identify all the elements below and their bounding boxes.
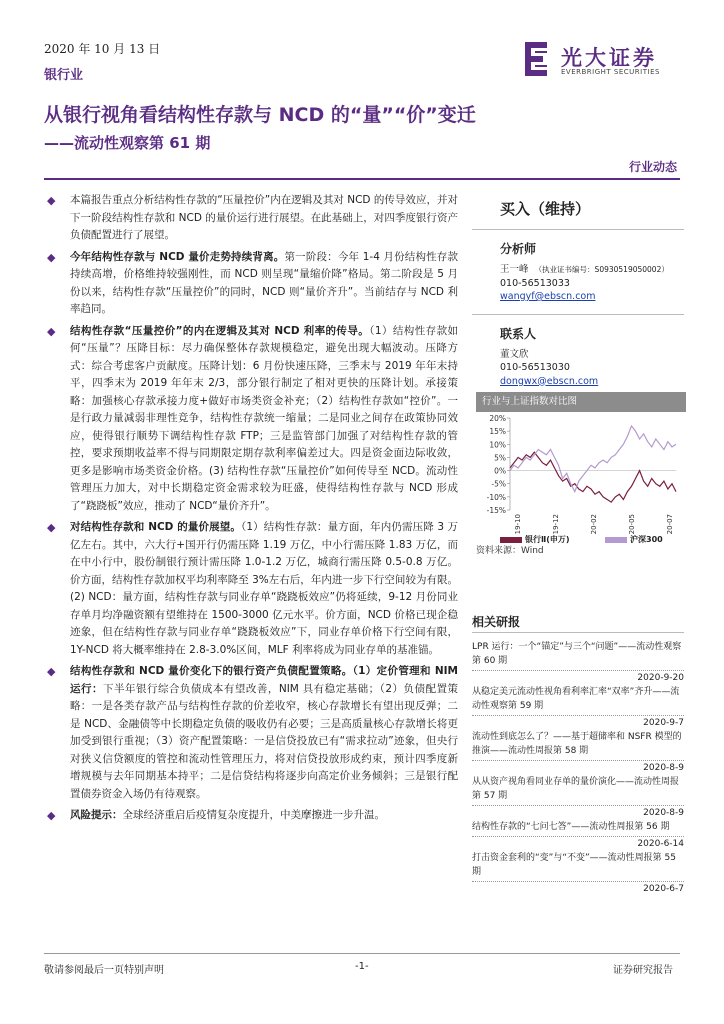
summary-bullet xyxy=(44,807,458,825)
related-title[interactable]: 从稳定美元流动性视角看利率汇率“双率”齐升——流动性观察第 59 期 xyxy=(472,687,680,711)
analyst-email-link[interactable]: wangyf@ebscn.com xyxy=(500,291,596,302)
diamond-bullet-icon: ◆ xyxy=(47,521,56,534)
x-tick-label: 20-07 xyxy=(666,514,674,535)
related-title[interactable]: 打击资金套利的“变”与“不变”——流动性周报第 55 期 xyxy=(472,853,676,877)
y-tick-label: 10% xyxy=(489,440,506,450)
summary-bullet xyxy=(44,192,458,245)
related-item[interactable] xyxy=(472,820,684,851)
related-item[interactable] xyxy=(472,775,684,820)
related-item[interactable] xyxy=(472,685,684,730)
related-title[interactable]: LPR 运行：一个“锚定”与三个“问题”——流动性观察第 60 期 xyxy=(472,642,682,666)
related-date: 2020-9-20 xyxy=(472,670,684,685)
summary-bullet xyxy=(44,249,458,319)
analyst-name: 王一峰 xyxy=(500,264,529,275)
header-divider xyxy=(44,178,680,180)
comparison-chart xyxy=(476,392,686,562)
series-line xyxy=(510,426,676,492)
related-date: 2020-6-14 xyxy=(472,836,684,851)
y-tick-label: 20% xyxy=(489,414,506,423)
related-item[interactable] xyxy=(472,640,684,685)
page-number: -1- xyxy=(355,961,369,972)
series-line xyxy=(510,452,676,502)
contact-email-link[interactable]: dongwx@ebscn.com xyxy=(500,375,599,387)
x-tick-label: 19-10 xyxy=(514,514,522,535)
summary-bullet xyxy=(44,323,458,516)
bullet-lead: 对结构性存款和 NCD 的量价展望。 xyxy=(70,521,241,533)
diamond-bullet-icon: ◆ xyxy=(47,809,56,822)
x-tick-label: 19-12 xyxy=(552,514,560,535)
y-tick-label: -5% xyxy=(491,479,506,489)
footer-doc-type: 证券研究报告 xyxy=(613,965,673,976)
x-tick-label: 20-05 xyxy=(628,514,636,535)
y-tick-label: 15% xyxy=(489,427,506,437)
contact-phone: 010-56513030 xyxy=(500,362,570,373)
diamond-bullet-icon: ◆ xyxy=(47,194,56,207)
analyst-cert: （执业证书编号：S0930519050002） xyxy=(534,265,669,274)
bullet-lead: 结构性存款和 NCD 量价变化下的银行资产负债配置策略。（1）定价管理和 NIM 运行： xyxy=(70,665,458,695)
chart-svg xyxy=(476,412,686,562)
bullet-text: 下半年银行综合负债成本有望改善，NIM 具有稳定基础；（2）负债配置策略：一是各类存款产品与结构性存款的价差收窄，核心存款增长有望出现反弹；二是 NCD、金融债等中长期稳定负债的吸收仍有必要；三是高质量核心存款增长将更加受到银行重视；（3）资产配置策略：一是信贷投放已有“需求拉动”迹象，但央行对狭义信贷额度的管控和流动性管理压力，将对信贷投放形成约束，预计四季度新增规模与去年同期基本持平；二是信贷结构将逐步向高定价业务倾斜；三是银行配置债券资金入场仍有待观察。 xyxy=(70,682,459,800)
y-tick-label: 0% xyxy=(494,466,506,476)
y-tick-label: 5% xyxy=(494,453,506,463)
legend-swatch xyxy=(605,537,627,543)
contact-info xyxy=(500,348,684,389)
related-title[interactable]: 结构性存款的“七问七答”——流动性周报第 56 期 xyxy=(472,822,670,832)
footer-divider xyxy=(44,953,680,954)
analyst-info xyxy=(500,263,684,304)
sidebar-divider xyxy=(472,314,684,315)
related-date: 2020-6-7 xyxy=(472,881,684,896)
chart-source: 资料来源：Wind xyxy=(476,546,544,556)
diamond-bullet-icon: ◆ xyxy=(47,665,56,678)
contact-name: 董文欣 xyxy=(500,348,529,360)
sidebar-divider xyxy=(472,229,684,230)
bullet-lead: 风险提示： xyxy=(70,809,123,821)
summary-bullet xyxy=(44,519,458,659)
chart-title: 行业与上证指数对比图 xyxy=(476,392,686,412)
legend-label: 银行Ⅱ(申万) xyxy=(525,535,570,544)
related-date: 2020-8-9 xyxy=(472,805,684,820)
rating-label: 买入（维持） xyxy=(500,200,591,218)
bullet-text: （1）结构性存款：量方面，年内仍需压降 3 万亿左右。其中，六大行+国开行仍需压降 1.19 万亿，中小行需压降 1.83 万亿，而在中小行中，股份制银行预计需压降 1.0-1.2 万亿，城商行需压降 0.5-0.8 万亿。价方面，结构性存款加权平均利率降至 3%左右后，年内进一步下行空间较为有限。(2) NCD：量方面，结构性存款与同业存单“跷跷板效应”仍将延续，9-12 月份同业存单月均净融资额有望维持在 1500-3000 亿元水平。价方面，NCD 价格已现企稳迹象，但在结构性存款与同业存单“跷跷板效应”下，同业存单价格下行空间有限，1Y-NCD 将大概率维持在 2.8-3.0%区间，MLF 利率将成为同业存单的基准锚。 xyxy=(70,521,458,656)
contact-heading: 联系人 xyxy=(500,326,537,341)
analyst-heading: 分析师 xyxy=(500,242,537,256)
summary-section xyxy=(44,192,458,829)
summary-bullet xyxy=(44,663,458,803)
report-subtitle: ——流动性观察第 61 期 xyxy=(44,134,211,152)
logo-text-cn: 光大证券 xyxy=(561,46,657,70)
legend-label: 沪深300 xyxy=(630,535,663,544)
related-title[interactable]: 从从资产视角看同业存单的量价演化——流动性周报第 57 期 xyxy=(472,777,680,801)
bullet-text: 全球经济重启后疫情复杂度提升，中美摩擦进一步升温。 xyxy=(122,809,385,821)
sector-label: 银行业 xyxy=(44,68,84,83)
diamond-bullet-icon: ◆ xyxy=(47,250,56,264)
x-tick-label: 20-02 xyxy=(590,514,598,535)
bullet-lead: 今年结构性存款与 NCD 量价走势持续背离。 xyxy=(70,250,285,263)
bullet-lead: 结构性存款“压量控价”的内在逻辑及其对 NCD 利率的传导。 xyxy=(70,324,370,337)
analyst-phone: 010-56513033 xyxy=(500,277,570,289)
related-date: 2020-9-7 xyxy=(472,715,684,730)
report-type-tag: 行业动态 xyxy=(629,160,678,174)
related-divider xyxy=(472,632,684,633)
related-title[interactable]: 流动性到底怎么了？——基于超储率和 NSFR 模型的推演——流动性周报第 58 期 xyxy=(472,732,682,756)
related-heading: 相关研报 xyxy=(472,615,521,629)
related-item[interactable] xyxy=(472,730,684,775)
bullet-text: （1）结构性存款如何“压量”？压降目标：尽力确保整体存款规模稳定，避免出现大幅波动。压降方式：综合考虑客户贡献度。压降计划：6 月份快速压降，三季末与 2019 年年末持平，四季末为 2019 年年末 2/3，部分银行制定了相对更快的压降计划。承接策略：加强核心存款承接力度+做好市场类资金补充；（2）结构性存款如“控价”。一是行政力量减弱非理性竞争，结构性存款统一缩量；二是同业之间存在政策协同效应，使得银行顺势下调结构性存款 FTP；三是监管部门加强了对结构性存款的管控，要求预期收益率不得与同期限定期存款利率偏差过大。四是资金面边际收敛，更多是影响市场类资金价格。(3) 结构性存款“压量控价”如何传导至 NCD。流动性管理压力加大，对中长期稳定资金需求较为旺盛，使得结构性存款与 NCD 形成了“跷跷板”效应，推动了 NCD“量价齐升”。 xyxy=(70,324,458,512)
report-title: 从银行视角看结构性存款与 NCD 的“量”“价”变迁 xyxy=(44,104,476,126)
report-date: 2020 年 10 月 13 日 xyxy=(44,42,161,56)
y-tick-label: -15% xyxy=(486,506,506,515)
sidebar xyxy=(472,192,684,388)
company-logo xyxy=(521,40,686,80)
logo-text-en: EVERBRIGHT SECURITIES xyxy=(561,68,660,76)
related-date: 2020-8-9 xyxy=(472,760,684,775)
y-tick-label: -10% xyxy=(486,492,506,502)
bullet-text: 本篇报告重点分析结构性存款的“压量控价”内在逻辑及其对 NCD 的传导效应，并对下一阶段结构性存款和 NCD 的量价运行进行展望。在此基础上，对四季度银行资产负债配置进行了展望。 xyxy=(70,194,458,241)
bullet-text: 第一阶段：今年 1-4 月份结构性存款持续高增，价格维持较强刚性，而 NCD 则呈现“量缩价降”格局。第二阶段是 5 月份以来，结构性存款“压量控价”的同时，NCD 则“量价齐升”。当前结存与 NCD 利率趋同。 xyxy=(70,250,458,315)
diamond-bullet-icon: ◆ xyxy=(47,324,56,338)
related-item[interactable] xyxy=(472,851,684,896)
logo-mark-icon xyxy=(521,40,551,78)
related-list xyxy=(472,640,684,896)
footer-disclaimer: 敬请参阅最后一页特别声明 xyxy=(44,965,164,976)
